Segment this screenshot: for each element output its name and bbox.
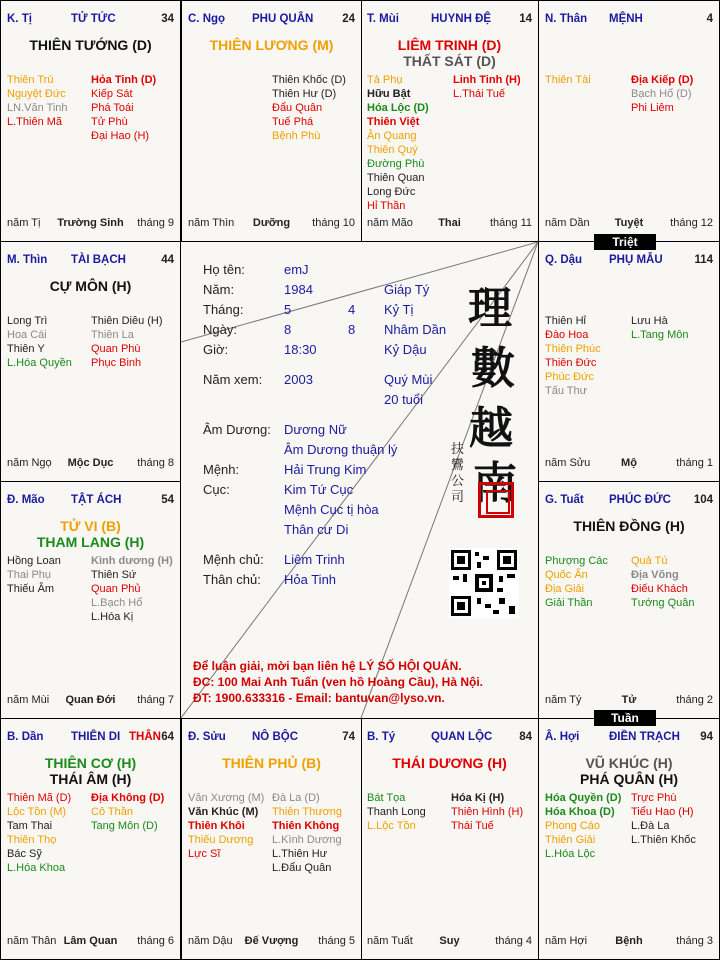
star-item: Văn Xương (M) [188, 792, 265, 804]
palace-branch: K. Tị [7, 13, 32, 25]
palace-footer [188, 217, 355, 231]
palace-title: PHU QUÂN [252, 13, 314, 25]
palace-footer [188, 935, 355, 949]
footer-stage: Thai [438, 217, 461, 229]
star-item: Thiên Diêu (H) [91, 315, 163, 327]
main-star: THAM LANG (H) [36, 534, 145, 550]
palace-branch: T. Mùi [367, 13, 399, 25]
star-item: Quốc Ấn [545, 569, 588, 581]
contact-line-3[interactable]: ĐT: 1900.633316 - Email: bantuvan@lyso.vn. [193, 691, 445, 705]
right-stars [91, 314, 163, 370]
star-item: L.Đẩu Quân [272, 862, 332, 874]
star-item: Thiên Hình (H) [451, 806, 524, 818]
star-item: Thiên Việt [367, 116, 420, 128]
right-stars [91, 73, 156, 143]
than-marker: THÂN [129, 731, 161, 743]
palace-header [7, 13, 174, 29]
palace-r2[interactable] [538, 241, 720, 482]
star-item: Thiên Tài [545, 74, 591, 86]
palace-number: 34 [161, 13, 174, 25]
star-item: Bệnh Phù [272, 130, 321, 142]
palace-title: PHỤ MẪU [609, 254, 663, 266]
star-item: Kiếp Sát [91, 88, 133, 100]
main-star: TỬ VI (B) [60, 518, 121, 534]
nam-can-chi: Giáp Tý [384, 282, 430, 297]
star-item: Hồng Loan [7, 555, 61, 567]
footer-month: tháng 7 [137, 694, 174, 706]
palace-footer [7, 935, 174, 949]
palace-title: QUAN LỘC [431, 731, 493, 743]
palace-title: PHÚC ĐỨC [609, 494, 671, 506]
star-item: Đẩu Quân [272, 102, 323, 114]
star-item: Thiên Quan [367, 172, 425, 184]
star-item: Quan Phù [91, 343, 141, 355]
star-item: Lực Sĩ [188, 848, 221, 860]
footer-month: tháng 9 [137, 217, 174, 229]
palace-br[interactable] [538, 718, 720, 960]
star-item: L.Thiên Khốc [631, 834, 696, 846]
palace-number: 54 [161, 494, 174, 506]
star-item: L.Đà La [631, 820, 670, 832]
star-item: Thiên Trù [7, 74, 54, 86]
ho-ten-value: emJ [284, 262, 309, 277]
palace-header [545, 494, 713, 510]
star-item: Bát Tọa [367, 792, 406, 804]
palace-tl[interactable] [0, 0, 181, 242]
star-item: Thiên Quý [367, 144, 418, 156]
thang-label: Tháng: [203, 302, 244, 317]
star-item: L.Hóa Khoa [7, 862, 66, 874]
gio-can-chi: Kỷ Dậu [384, 342, 427, 357]
star-item: Văn Khúc (M) [188, 806, 259, 818]
footer-month: tháng 6 [137, 935, 174, 947]
than-chu-label: Thân chủ: [203, 572, 261, 587]
palace-header [188, 731, 355, 747]
main-star: PHÁ QUÂN (H) [580, 771, 678, 787]
ngay-can-chi: Nhâm Dần [384, 322, 447, 337]
star-item: Phục Binh [91, 357, 142, 369]
palace-number: 24 [342, 13, 355, 25]
star-item: Thiếu Dương [188, 834, 254, 846]
palace-header [188, 13, 355, 29]
main-star: THIÊN TƯỚNG (D) [29, 37, 152, 53]
footer-month: tháng 11 [489, 217, 532, 229]
footer-stage: Dưỡng [252, 217, 291, 229]
palace-branch: C. Ngọ [188, 13, 226, 25]
palace-b2[interactable] [181, 718, 362, 960]
am-duong-label: Âm Dương: [203, 422, 271, 437]
calligraphy-char-2: 數 [471, 343, 515, 394]
star-item: Thiên Giải [545, 834, 596, 846]
cuc-relation: Mệnh Cục tị hòa [284, 502, 379, 517]
left-stars [7, 554, 61, 596]
footer-year: năm Hợi [545, 935, 588, 947]
left-stars [545, 314, 601, 398]
footer-year: năm Tuất [367, 935, 413, 947]
footer-month: tháng 12 [670, 217, 713, 229]
calligraphy-char-3: 越 [469, 403, 513, 454]
palace-title: NÔ BỘC [252, 731, 298, 743]
left-stars [367, 791, 426, 833]
palace-branch: B. Tý [367, 731, 396, 743]
footer-year: năm Dậu [188, 935, 233, 947]
star-item: Địa Võng [631, 569, 679, 581]
footer-stage: Đế Vượng [244, 935, 299, 947]
palace-number: 114 [694, 254, 713, 266]
footer-stage: Bệnh [615, 935, 643, 947]
palace-branch: Q. Dậu [545, 254, 583, 266]
main-star: THÁI ÂM (H) [49, 771, 132, 787]
center-info-panel [181, 242, 538, 718]
right-stars [631, 73, 693, 115]
footer-month: tháng 2 [676, 694, 713, 706]
palace-title: TÀI BẠCH [71, 254, 126, 266]
star-item: L.Bạch Hổ [91, 597, 143, 609]
left-stars [7, 791, 71, 875]
cuc-value: Kim Tứ Cục [284, 482, 354, 497]
palace-header [7, 731, 174, 747]
palace-number: 104 [693, 494, 713, 506]
footer-month: tháng 4 [495, 935, 532, 947]
star-item: Tướng Quân [631, 597, 695, 609]
star-item: Tấu Thư [545, 385, 588, 397]
right-stars [631, 314, 688, 342]
footer-stage: Suy [439, 935, 460, 947]
star-item: Quả Tú [631, 555, 668, 567]
star-item: L.Tang Môn [631, 329, 689, 341]
star-item: L.Kình Dương [272, 834, 342, 846]
thang-can-chi: Kỷ Tị [384, 302, 414, 317]
footer-month: tháng 10 [312, 217, 355, 229]
right-stars [453, 73, 521, 101]
palace-branch: Đ. Mão [7, 494, 45, 506]
star-item: Long Trì [7, 315, 48, 327]
footer-month: tháng 1 [676, 457, 713, 469]
palace-number: 14 [519, 13, 532, 25]
calligraphy-small-text: 扶鸞公司 [451, 442, 465, 505]
left-stars [367, 73, 429, 213]
star-item: Bác Sỹ [7, 848, 42, 860]
palace-footer [7, 457, 174, 471]
gio-value: 18:30 [284, 342, 317, 357]
star-item: L.Thiên Mã [7, 116, 63, 128]
am-duong-ly: Âm Dương thuận lý [284, 442, 398, 457]
palace-footer [545, 694, 713, 708]
main-star: THÁI DƯƠNG (H) [392, 755, 507, 771]
main-star: LIÊM TRINH (D) [397, 37, 502, 53]
star-item: Tuế Phá [272, 116, 314, 128]
gio-label: Giờ: [203, 342, 229, 357]
ho-ten-label: Họ tên: [203, 262, 245, 277]
star-item: Quan Phủ [91, 583, 141, 595]
palace-branch: M. Thìn [7, 254, 48, 266]
star-item: Hóa Kị (H) [451, 792, 505, 804]
star-item: Đào Hoa [545, 329, 589, 341]
star-item: Tiểu Hao (H) [631, 806, 694, 818]
right-stars [631, 791, 696, 847]
contact-line-1: Để luận giải, mời bạn liên hệ LÝ SỐ HỘI QUÁN. [193, 659, 462, 673]
star-item: Thiên Thọ [7, 834, 57, 846]
star-item: Tả Phụ [367, 74, 403, 86]
footer-stage: Lâm Quan [63, 935, 118, 947]
tuan-marker: Tuần [594, 710, 656, 726]
left-stars [545, 791, 621, 861]
nam-xem-can-chi: Quý Mùi [384, 372, 433, 387]
star-item: Phượng Các [545, 555, 608, 567]
star-item: Địa Kiếp (D) [631, 74, 694, 86]
star-item: Thiên Đức [545, 357, 597, 369]
palace-number: 4 [706, 13, 713, 25]
than-cu: Thân cư Di [284, 522, 349, 537]
star-item: L.Thiên Hư [272, 848, 328, 860]
right-stars [272, 73, 346, 143]
star-item: Nguyệt Đức [7, 88, 66, 100]
star-item: Hóa Khoa (D) [545, 806, 615, 818]
palace-footer [7, 217, 174, 231]
palace-t3[interactable] [360, 0, 539, 242]
ngay-label: Ngày: [203, 322, 237, 337]
thang-am-lich: 4 [348, 302, 356, 317]
ngay-value: 8 [284, 322, 292, 337]
left-stars [545, 73, 591, 87]
right-stars [272, 791, 342, 875]
palace-bl[interactable] [0, 718, 181, 960]
footer-stage: Trường Sinh [57, 217, 124, 229]
star-item: Lộc Tồn (M) [7, 806, 67, 818]
main-star: VŨ KHÚC (H) [585, 755, 673, 771]
footer-stage: Quan Đới [65, 694, 116, 706]
star-item: Địa Không (D) [91, 792, 165, 804]
star-item: L.Thái Tuế [453, 88, 505, 100]
footer-month: tháng 8 [137, 457, 174, 469]
star-item: Hóa Lộc (D) [367, 102, 429, 114]
star-item: Thai Phụ [7, 569, 52, 581]
main-star: THIÊN LƯƠNG (M) [209, 37, 334, 53]
star-item: Kình dương (H) [91, 555, 173, 567]
palace-footer [545, 217, 713, 231]
palace-title: THIÊN DI [71, 731, 121, 743]
footer-year: năm Mùi [7, 694, 50, 706]
palace-branch: Â. Hợi [545, 731, 580, 743]
footer-stage: Mộc Dục [67, 457, 114, 469]
palace-tr[interactable] [538, 0, 720, 242]
star-item: Tử Phù [91, 116, 128, 128]
star-item: Hỏa Tinh (D) [91, 74, 157, 86]
right-stars [451, 791, 523, 833]
star-item: Phi Liêm [631, 102, 674, 114]
right-stars [91, 554, 173, 624]
star-item: L.Hóa Quyền [7, 357, 72, 369]
star-item: Thiên Hỉ [545, 315, 586, 327]
footer-stage: Mộ [621, 457, 637, 469]
palace-b3[interactable] [360, 718, 539, 960]
palace-footer [7, 694, 174, 708]
main-star: THẤT SÁT (D) [403, 53, 496, 69]
palace-t2[interactable] [181, 0, 362, 242]
palace-footer [367, 935, 532, 949]
palace-title: HUYNH ĐỆ [431, 13, 492, 25]
menh-chu-label: Mệnh chủ: [203, 552, 264, 567]
right-stars [91, 791, 164, 833]
main-star: CỰ MÔN (H) [49, 278, 132, 294]
left-stars [545, 554, 608, 610]
main-star: THIÊN CƠ (H) [44, 755, 137, 771]
star-item: Thiên Khôi [188, 820, 245, 832]
footer-stage: Tử [621, 694, 637, 706]
am-duong-value: Dương Nữ [284, 422, 347, 437]
palace-number: 84 [519, 731, 532, 743]
palace-number: 74 [342, 731, 355, 743]
star-item: L.Hóa Lộc [545, 848, 596, 860]
star-item: Cô Thần [91, 806, 133, 818]
palace-header [545, 254, 713, 270]
star-item: LN.Văn Tinh [7, 102, 68, 114]
star-item: Thiên Khốc (D) [272, 74, 346, 86]
calligraphy-char-4: 南 [473, 458, 517, 509]
main-star: THIÊN ĐỒNG (H) [573, 518, 685, 534]
star-item: Tam Thai [7, 820, 53, 832]
star-item: Ân Quang [367, 130, 417, 142]
star-item: Đà La (D) [272, 792, 320, 804]
menh-label: Mệnh: [203, 462, 240, 477]
star-item: Phúc Đức [545, 371, 594, 383]
footer-month: tháng 3 [676, 935, 713, 947]
star-item: Bạch Hổ (D) [631, 88, 692, 100]
nam-value: 1984 [284, 282, 313, 297]
star-item: Thiên Phúc [545, 343, 601, 355]
star-item: Hoa Cái [7, 329, 47, 341]
star-item: Thiên Không [272, 820, 340, 832]
palace-footer [545, 457, 713, 471]
than-chu-value: Hỏa Tinh [284, 572, 337, 587]
calligraphy-char-1: 理 [468, 283, 512, 334]
star-item: Hỉ Thần [367, 200, 406, 212]
star-item: Đại Hao (H) [91, 130, 150, 142]
nam-xem-label: Năm xem: [203, 372, 263, 387]
palace-header [7, 254, 174, 270]
main-star: THIÊN PHỦ (B) [222, 755, 321, 771]
star-item: Hóa Quyền (D) [545, 792, 622, 804]
star-item: Thiên Hư (D) [272, 88, 337, 100]
right-stars [631, 554, 695, 610]
contact-line-2: ĐC: 100 Mai Anh Tuấn (ven hồ Hoàng Cầu), Hà Nội. [193, 675, 484, 689]
menh-chu-value: Liêm Trinh [284, 552, 345, 567]
palace-footer [367, 217, 532, 231]
palace-number: 44 [161, 254, 174, 266]
palace-header [7, 494, 174, 510]
star-item: L.Lộc Tồn [367, 820, 416, 832]
star-item: Hữu Bật [367, 88, 411, 100]
footer-year: năm Tị [7, 217, 41, 229]
left-stars [7, 73, 68, 129]
star-item: Đường Phù [367, 158, 425, 170]
star-item: Lưu Hà [631, 315, 668, 327]
palace-header [545, 13, 713, 29]
palace-title: MỆNH [609, 13, 643, 25]
star-item: Thanh Long [367, 806, 426, 818]
palace-title: TẬT ÁCH [71, 494, 122, 506]
palace-branch: G. Tuất [545, 494, 584, 506]
star-item: Thiên La [91, 329, 134, 341]
star-item: Linh Tinh (H) [453, 74, 521, 86]
qr-code[interactable] [449, 548, 519, 618]
nam-xem-value: 2003 [284, 372, 313, 387]
left-stars [188, 791, 264, 861]
nam-label: Năm: [203, 282, 235, 297]
star-item: Điếu Khách [631, 583, 688, 595]
star-item: Trực Phù [631, 792, 677, 804]
palace-number: 64 [161, 731, 174, 743]
ngay-am-lich: 8 [348, 322, 356, 337]
footer-year: năm Thân [7, 935, 57, 947]
star-item: Phong Cáo [545, 820, 601, 832]
star-item: Thiên Sứ [91, 569, 137, 581]
star-item: Thiên Mã (D) [7, 792, 72, 804]
footer-year: năm Ngọ [7, 457, 52, 469]
star-item: Thái Tuế [451, 820, 494, 832]
footer-year: năm Tý [545, 694, 582, 706]
palace-header [367, 731, 532, 747]
footer-year: năm Mão [367, 217, 413, 229]
footer-year: năm Sửu [545, 457, 591, 469]
left-stars [7, 314, 72, 370]
palace-branch: B. Dần [7, 731, 44, 743]
palace-title: TỬ TỨC [71, 13, 116, 25]
menh-value: Hải Trung Kim [284, 462, 367, 477]
triet-marker: Triệt [594, 234, 656, 250]
palace-branch: N. Thân [545, 13, 588, 25]
star-item: Long Đức [367, 186, 416, 198]
footer-year: năm Thìn [188, 217, 235, 229]
palace-l2[interactable] [0, 241, 181, 482]
star-item: L.Hóa Kị [91, 611, 134, 623]
star-item: Thiếu Âm [7, 583, 55, 595]
palace-r3[interactable] [538, 481, 720, 719]
palace-title: ĐIỀN TRẠCH [609, 731, 680, 743]
footer-month: tháng 5 [318, 935, 355, 947]
tuoi: 20 tuổi [384, 392, 424, 407]
footer-stage: Tuyệt [614, 217, 644, 229]
palace-header [545, 731, 713, 747]
star-item: Phá Toái [91, 102, 134, 114]
palace-footer [545, 935, 713, 949]
star-item: Tang Môn (D) [91, 820, 158, 832]
cuc-label: Cục: [203, 482, 230, 497]
palace-l3[interactable] [0, 481, 181, 719]
palace-branch: Đ. Sửu [188, 731, 226, 743]
star-item: Thiên Thương [272, 806, 343, 818]
footer-year: năm Dần [545, 217, 590, 229]
palace-number: 94 [700, 731, 713, 743]
red-seal-stamp [478, 482, 514, 518]
thang-value: 5 [284, 302, 292, 317]
palace-header [367, 13, 532, 29]
star-item: Giải Thần [545, 597, 593, 609]
star-item: Thiên Y [7, 343, 45, 355]
star-item: Địa Giải [545, 583, 585, 595]
